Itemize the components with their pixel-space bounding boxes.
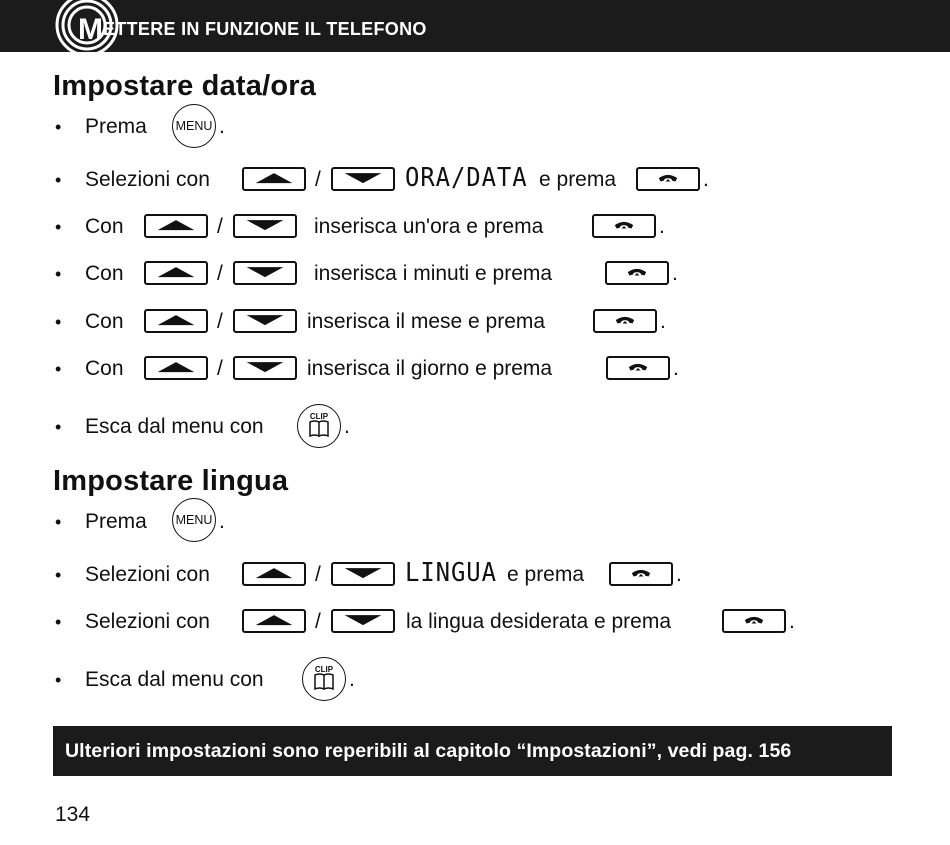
arrow-down-icon — [235, 358, 295, 378]
chapter-title-initial: M — [78, 13, 103, 46]
step-text: la lingua desiderata e prema — [406, 610, 672, 633]
bullet: • — [55, 264, 62, 284]
note-box — [53, 726, 892, 776]
clip-key-label: CLIP — [309, 412, 329, 421]
arrow-down-icon — [333, 169, 393, 189]
step-text: Prema — [85, 115, 147, 138]
ok-key[interactable] — [592, 214, 656, 238]
ok-key[interactable] — [593, 309, 657, 333]
arrow-down-icon — [235, 263, 295, 283]
bullet: • — [55, 312, 62, 332]
arrow-up-icon — [244, 169, 304, 189]
arrow-up-icon — [146, 263, 206, 283]
up-key[interactable] — [242, 609, 306, 633]
bullet: • — [55, 359, 62, 379]
arrow-up-icon — [244, 611, 304, 631]
handset-icon — [638, 169, 698, 189]
clip-key[interactable] — [297, 404, 341, 448]
down-key[interactable] — [331, 562, 395, 586]
slash: / — [315, 168, 321, 191]
step-text: Esca dal menu con — [85, 415, 264, 438]
menu-key-label: MENU — [175, 119, 213, 133]
period: . — [219, 115, 225, 138]
up-key[interactable] — [242, 167, 306, 191]
slash: / — [217, 310, 223, 333]
chapter-header — [0, 0, 950, 52]
slash: / — [217, 262, 223, 285]
up-key[interactable] — [144, 309, 208, 333]
down-key[interactable] — [331, 167, 395, 191]
period: . — [703, 168, 709, 191]
down-key[interactable] — [233, 214, 297, 238]
step-text: Selezioni con — [85, 168, 210, 191]
period: . — [349, 668, 355, 691]
up-key[interactable] — [144, 356, 208, 380]
clip-key[interactable] — [302, 657, 346, 701]
menu-key-label: MENU — [175, 513, 213, 527]
period: . — [789, 610, 795, 633]
down-key[interactable] — [233, 356, 297, 380]
up-key[interactable] — [242, 562, 306, 586]
chapter-title-rest: ETTERE IN FUNZIONE IL TELEFONO — [103, 19, 427, 39]
bullet: • — [55, 117, 62, 137]
page-number: 134 — [55, 803, 91, 826]
menu-key[interactable] — [172, 104, 216, 148]
bullet: • — [55, 670, 62, 690]
step-text: e prema — [507, 563, 585, 586]
slash: / — [315, 610, 321, 633]
arrow-up-icon — [244, 564, 304, 584]
ok-key[interactable] — [722, 609, 786, 633]
step-text: Esca dal menu con — [85, 668, 264, 691]
down-key[interactable] — [233, 309, 297, 333]
arrow-up-icon — [146, 358, 206, 378]
display-text-ora-data: ORA/DATA — [405, 163, 528, 193]
handset-icon — [607, 263, 667, 283]
chapter-title — [78, 13, 427, 47]
step-text: Con — [85, 357, 124, 380]
book-icon — [299, 406, 339, 446]
step-text: e prema — [539, 168, 617, 191]
step-text: inserisca i minuti e prema — [314, 262, 553, 285]
bullet: • — [55, 512, 62, 532]
slash: / — [315, 563, 321, 586]
clip-key-label: CLIP — [314, 665, 334, 674]
bullet: • — [55, 417, 62, 437]
section-title-language: Impostare lingua — [53, 465, 289, 497]
bullet: • — [55, 612, 62, 632]
step-text: Prema — [85, 510, 147, 533]
up-key[interactable] — [144, 214, 208, 238]
menu-key[interactable] — [172, 498, 216, 542]
step-text: inserisca il giorno e prema — [307, 357, 553, 380]
handset-icon — [595, 311, 655, 331]
step-text: inserisca il mese e prema — [307, 310, 546, 333]
down-key[interactable] — [331, 609, 395, 633]
handset-icon — [608, 358, 668, 378]
display-text-lingua: LINGUA — [405, 558, 497, 588]
step-text: Con — [85, 215, 124, 238]
bullet: • — [55, 170, 62, 190]
book-icon — [304, 659, 344, 699]
arrow-down-icon — [333, 564, 393, 584]
up-key[interactable] — [144, 261, 208, 285]
period: . — [219, 510, 225, 533]
arrow-down-icon — [235, 216, 295, 236]
step-text: inserisca un'ora e prema — [314, 215, 544, 238]
arrow-down-icon — [333, 611, 393, 631]
note-text: Ulteriori impostazioni sono reperibili al capitolo “Impostazioni”, vedi pag. 156 — [65, 739, 792, 762]
ok-key[interactable] — [606, 356, 670, 380]
step-text: Selezioni con — [85, 563, 210, 586]
slash: / — [217, 215, 223, 238]
ok-key[interactable] — [605, 261, 669, 285]
period: . — [676, 563, 682, 586]
arrow-down-icon — [235, 311, 295, 331]
step-text: Selezioni con — [85, 610, 210, 633]
handset-icon — [724, 611, 784, 631]
period: . — [673, 357, 679, 380]
section-title-date-time: Impostare data/ora — [53, 70, 317, 102]
down-key[interactable] — [233, 261, 297, 285]
slash: / — [217, 357, 223, 380]
bullet: • — [55, 217, 62, 237]
ok-key[interactable] — [609, 562, 673, 586]
period: . — [660, 310, 666, 333]
handset-icon — [594, 216, 654, 236]
handset-icon — [611, 564, 671, 584]
period: . — [659, 215, 665, 238]
period: . — [344, 415, 350, 438]
period: . — [672, 262, 678, 285]
ok-key[interactable] — [636, 167, 700, 191]
arrow-up-icon — [146, 311, 206, 331]
step-text: Con — [85, 310, 124, 333]
step-text: Con — [85, 262, 124, 285]
bullet: • — [55, 565, 62, 585]
arrow-up-icon — [146, 216, 206, 236]
